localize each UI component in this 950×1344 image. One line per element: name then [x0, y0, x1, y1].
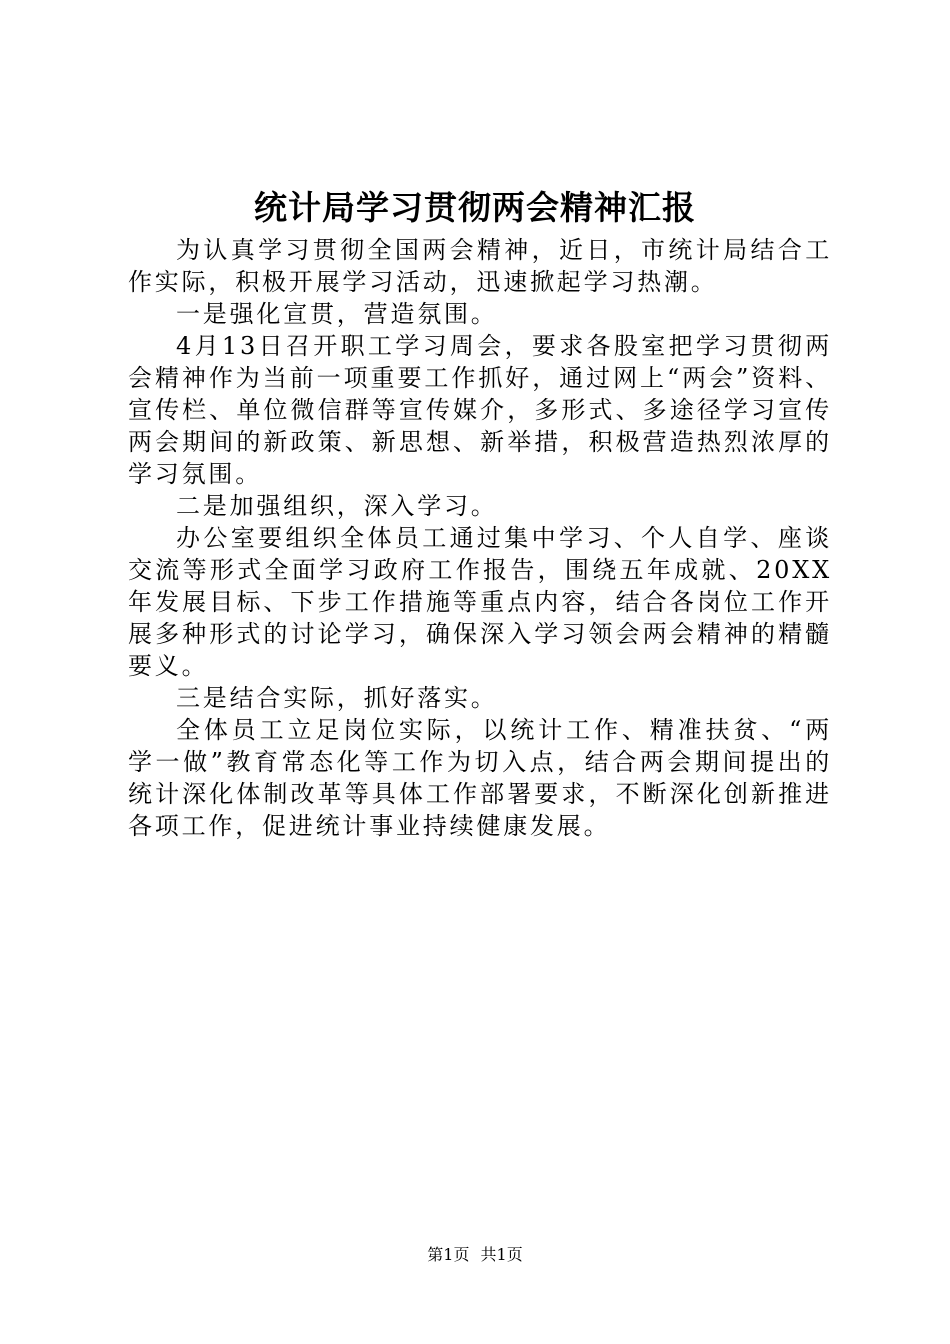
heading-section-3: 三是结合实际，抓好落实。	[176, 684, 498, 712]
document-body	[128, 234, 832, 842]
page-total: 共1页	[480, 1245, 523, 1264]
heading-section-1: 一是强化宣贯，营造氛围。	[176, 300, 498, 328]
heading-section-2: 二是加强组织，深入学习。	[176, 492, 498, 520]
paragraph-section-2: 办公室要组织全体员工通过集中学习、个人自学、座谈交流等形式全面学习政府工作报告，围绕五年成就、20XX年发展目标、下步工作措施等重点内容，结合各岗位工作开展多种形式的讨论学习，确保深入学习领会两会精神的精髓要义。	[128, 524, 832, 680]
page-footer	[0, 1245, 950, 1265]
paragraph-intro: 为认真学习贯彻全国两会精神，近日，市统计局结合工作实际，积极开展学习活动，迅速掀起学习热潮。	[128, 236, 832, 296]
document-title: 统计局学习贯彻两会精神汇报	[254, 188, 696, 227]
page-number: 第1页	[427, 1245, 470, 1264]
paragraph-section-3: 全体员工立足岗位实际，以统计工作、精准扶贫、“两学一做”教育常态化等工作为切入点，结合两会期间提出的统计深化体制改革等具体工作部署要求，不断深化创新推进各项工作，促进统计事业持续健康发展。	[128, 716, 832, 840]
paragraph-section-1: 4月13日召开职工学习周会，要求各股室把学习贯彻两会精神作为当前一项重要工作抓好，通过网上“两会”资料、宣传栏、单位微信群等宣传媒介，多形式、多途径学习宣传两会期间的新政策、新思想、新举措，积极营造热烈浓厚的学习氛围。	[128, 332, 832, 488]
